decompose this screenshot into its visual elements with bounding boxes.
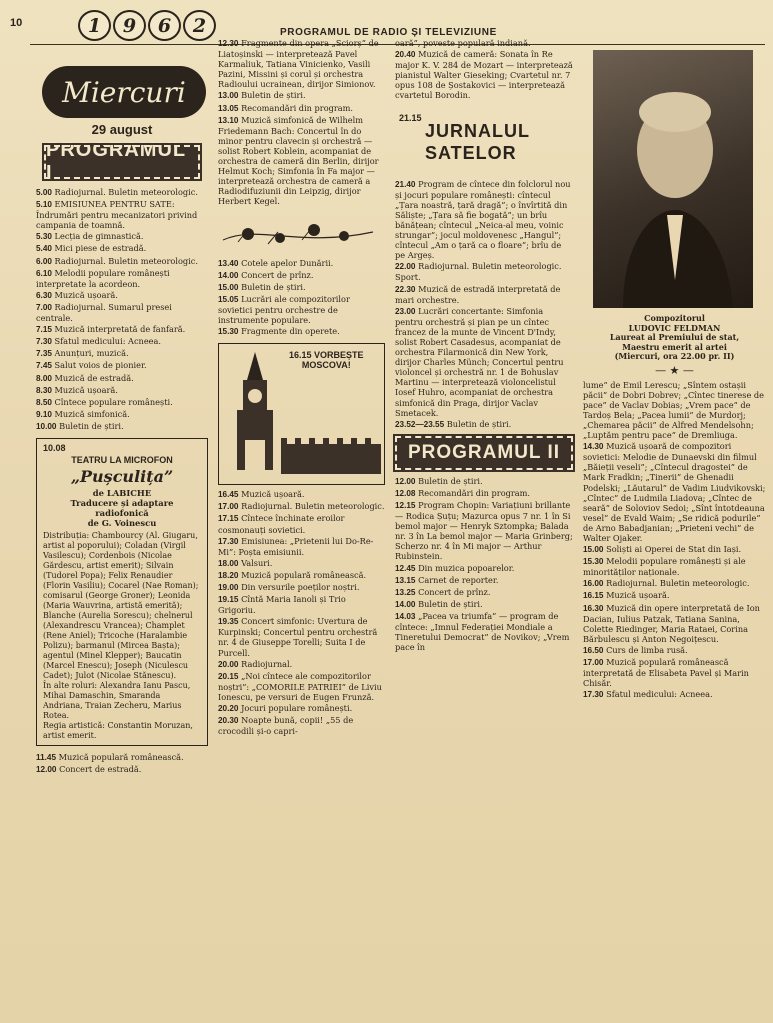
caption-line: (Miercuri, ora 22.00 pr. II) bbox=[614, 351, 735, 361]
entry-time: 6.10 bbox=[36, 268, 52, 278]
program-entry bbox=[583, 556, 766, 577]
entry-time: 19.35 bbox=[218, 617, 239, 627]
composer-photo bbox=[593, 50, 753, 308]
entry-text: Muzică populară românească. bbox=[241, 569, 367, 580]
entry-text: Cotele apelor Dunării. bbox=[241, 257, 334, 268]
program-list bbox=[218, 258, 385, 338]
play-adapter: de G. Voinescu bbox=[87, 517, 157, 528]
entry-text: Curs de limba rusă. bbox=[606, 644, 688, 655]
entry-time: 19.15 bbox=[218, 595, 239, 605]
entry-text: Buletin de știri. bbox=[241, 90, 306, 101]
entry-time: 21.40 bbox=[395, 179, 416, 189]
program-entry bbox=[218, 582, 385, 593]
program-entry bbox=[218, 501, 385, 512]
entry-time: 7.00 bbox=[36, 302, 52, 312]
program-entry bbox=[218, 294, 385, 325]
entry-time: 16.50 bbox=[583, 645, 604, 655]
jurnal-title-1: JURNALUL bbox=[425, 120, 530, 141]
theatre-time: 10.08 bbox=[43, 442, 66, 453]
program-entry bbox=[395, 587, 573, 598]
entry-text: Muzică simfonică. bbox=[54, 408, 130, 419]
entry-text: Muzică de estradă. bbox=[54, 372, 134, 383]
flower-ornament-icon bbox=[218, 214, 378, 250]
entry-time: 17.00 bbox=[583, 658, 604, 668]
program-entry bbox=[218, 90, 385, 101]
entry-text: Muzică din opere interpretată de Ion Dacian, Iulius Patzak, Tatiana Sanina, Colette Riedinger, Maria Rataei, Corina Bărbulescu și Anton Negoițescu. bbox=[583, 602, 760, 644]
entry-text: Muzică interpretată de fanfară. bbox=[54, 324, 186, 335]
entry-text: Emisiunea: „Prietenii lui Do-Re-Mi”: Poșta emisiunii. bbox=[218, 535, 374, 557]
entry-time: 7.35 bbox=[36, 349, 52, 359]
entry-text: oară”, poveste populară indiană. bbox=[395, 38, 531, 48]
entry-time: 22.00 bbox=[395, 262, 416, 272]
program-entry bbox=[583, 603, 766, 644]
entry-time: 5.40 bbox=[36, 244, 52, 254]
entry-text: Fragmente din opera „Sciorș” de Liatoșinski — interpretează Pavel Karmaliuk, Tatiana Vinicienko, Vasili Pazini, Missini și corul și orchestra Radioului ucrainean, dirijor Simionov. bbox=[218, 38, 379, 90]
play-director: Regia artistică: Constantin Moruzan, artist emerit. bbox=[43, 720, 193, 740]
entry-time: 5.10 bbox=[36, 200, 52, 210]
entry-text: Buletin de știri. bbox=[59, 420, 124, 431]
entry-time: 15.00 bbox=[218, 282, 239, 292]
wall-icon bbox=[281, 434, 381, 474]
entry-text: Concert de prînz. bbox=[418, 586, 491, 597]
program-entry bbox=[583, 380, 766, 441]
entry-text: Cîntece închinate eroilor cosmonauți sovietici. bbox=[218, 513, 345, 535]
entry-text: Radiojurnal. Sumarul presei centrale. bbox=[36, 301, 172, 324]
entry-time: 12.00 bbox=[395, 476, 416, 486]
entry-time: 18.00 bbox=[218, 558, 239, 568]
program-entry bbox=[218, 115, 385, 207]
entry-text: Radiojurnal. bbox=[241, 658, 293, 669]
program-entry bbox=[36, 421, 208, 432]
program-entry bbox=[583, 441, 766, 543]
program-entry bbox=[36, 268, 208, 289]
program-entry bbox=[583, 544, 766, 555]
entry-text: „Pacea va triumfa” — program de cîntece: „Imnul Federației Mondiale a Tineretului Democrat” de Novikov; „Vrem pace în bbox=[395, 610, 570, 653]
entry-time: 7.30 bbox=[36, 337, 52, 347]
program-list bbox=[36, 752, 208, 775]
day-date: 29 august bbox=[91, 122, 153, 137]
moscow-box bbox=[218, 343, 385, 485]
program-entry bbox=[36, 348, 208, 359]
entry-text: Jocuri populare românești. bbox=[241, 703, 353, 714]
entry-text: Valsuri. bbox=[241, 557, 273, 568]
photo-caption bbox=[583, 314, 766, 362]
program-entry bbox=[395, 284, 573, 305]
program-entry bbox=[36, 764, 208, 775]
year-digit: 9 bbox=[113, 10, 146, 41]
year-badge bbox=[78, 10, 216, 41]
theatre-heading: TEATRU LA MICROFON bbox=[71, 454, 173, 465]
entry-text: Muzică ușoară de compozitori sovietici: Melodie de Dunaevski din filmul „Băieții veseli”; „Cîntecul dragostei” de Mark Fradkin; „Tinerii” de Ghenadii Podelski; „Lăutarul” de Vadim Liudvikovski; „Cîntec” de Ludmila Liadova; „Cîntec de seară” de Soloviov Sedoi; „Sînt întotdeauna vesel” de Evald Waim; „Se ridică podurile” de Arno Babadjanian; „Prieteni vechi” de Walter Ojaker. bbox=[583, 441, 766, 543]
entry-time: 5.30 bbox=[36, 232, 52, 242]
entry-text: Noapte bună, copii! „55 de crocodili și-o capri- bbox=[218, 715, 354, 737]
program-entry bbox=[36, 199, 208, 230]
entry-time: 8.30 bbox=[36, 385, 52, 395]
column-3 bbox=[395, 38, 573, 653]
entry-text: Concert de estradă. bbox=[59, 764, 142, 775]
kremlin-tower-icon bbox=[225, 350, 285, 480]
program-entry bbox=[218, 38, 385, 89]
entry-time: 15.30 bbox=[583, 557, 604, 567]
program-entry bbox=[395, 563, 573, 574]
program-list bbox=[218, 489, 385, 736]
entry-time: 13.25 bbox=[395, 587, 416, 597]
program-entry bbox=[218, 558, 385, 569]
entry-time: 17.00 bbox=[218, 502, 239, 512]
entry-time: 6.00 bbox=[36, 256, 52, 266]
entry-text: Melodii populare românești și ale minorităților naționale. bbox=[583, 556, 746, 578]
entry-text: Lucrări concertante: Simfonia pentru orchestră și pian pe un cîntec francez de la munte de Vincent D'Indy, solist Robert Casadesus, acompaniat de orchestra Filarmonică din New York, dirijor Charles Münch; Concertul pentru violoncel și orchestră nr. 1 de Bohuslav Martinu — interpretează violoncelistul Iosef Huhro, acompaniat de orchestra simfonică din Praga, dirijor Vaclav Smetacek. bbox=[395, 305, 564, 418]
entry-text: Carnet de reporter. bbox=[418, 574, 499, 585]
program-entry bbox=[395, 419, 573, 430]
entry-text: Muzică ușoară. bbox=[241, 489, 305, 500]
entry-time: 18.20 bbox=[218, 570, 239, 580]
program-entry bbox=[395, 49, 573, 100]
entry-text: Din versurile poeților noștri. bbox=[241, 582, 360, 592]
entry-text: Concert simfonic: Uvertura de Kurpinski; Concertul pentru orchestră nr. 4 de Giuseppe Torelli; Suita I de Purcell. bbox=[218, 616, 378, 658]
entry-time: 17.30 bbox=[218, 536, 239, 546]
entry-time: 14.30 bbox=[583, 442, 604, 452]
entry-time: 22.30 bbox=[395, 284, 416, 294]
program-list bbox=[395, 38, 573, 101]
program-entry bbox=[218, 282, 385, 293]
theatre-box bbox=[36, 438, 208, 746]
entry-time: 16.15 bbox=[583, 591, 604, 601]
program-entry bbox=[36, 336, 208, 347]
entry-text: Radiojurnal. Buletin meteorologic. bbox=[54, 187, 198, 197]
entry-time: 20.20 bbox=[218, 704, 239, 714]
entry-text: Mici piese de estradă. bbox=[54, 243, 147, 254]
program-2-banner: PROGRAMUL II bbox=[395, 436, 573, 470]
entry-text: Radiojurnal. Buletin meteorologic. Sport. bbox=[395, 261, 562, 283]
caption-line: LUDOVIC FELDMAN bbox=[628, 322, 721, 333]
entry-time: 10.00 bbox=[36, 421, 57, 431]
entry-text: Anunțuri, muzică. bbox=[54, 348, 129, 359]
entry-time: 12.08 bbox=[395, 488, 416, 498]
program-entry bbox=[583, 657, 766, 688]
entry-time: 17.15 bbox=[218, 514, 239, 524]
program-entry bbox=[218, 659, 385, 670]
entry-text: Recomandări din program. bbox=[418, 487, 531, 498]
program-entry bbox=[36, 752, 208, 763]
entry-text: Muzică de estradă interpretată de mari orchestre. bbox=[395, 283, 561, 305]
page-number: 10 bbox=[10, 17, 23, 29]
program-entry bbox=[218, 258, 385, 269]
entry-time: 13.00 bbox=[218, 91, 239, 101]
play-adaptation: Traducere și adaptare radiofonică bbox=[70, 497, 174, 518]
program-entry bbox=[36, 373, 208, 384]
program-entry bbox=[218, 326, 385, 337]
play-other-roles: În alte roluri: Alexandra Ianu Pascu, Mihai Damaschin, Smaranda Andriana, Traian Zecheru, Marius Rotea. bbox=[43, 680, 191, 720]
program-entry bbox=[395, 476, 573, 487]
entry-text: Cîntă Maria Ianoli și Trio Grigoriu. bbox=[218, 594, 346, 616]
program-entry bbox=[36, 187, 208, 198]
entry-text: Din muzica popoarelor. bbox=[418, 562, 515, 573]
entry-text: Cîntece populare românești. bbox=[54, 396, 173, 407]
entry-text: Muzică de cameră: Sonata în Re major K. V. 284 de Mozart — interpretează pianistul Walter Gieseking; Cvartetul nr. 7 opus 108 de Șostakovici — interpretează cvartetul Borodin. bbox=[395, 49, 573, 101]
program-entry bbox=[218, 536, 385, 557]
program-entry bbox=[36, 397, 208, 408]
entry-time: 16.45 bbox=[218, 490, 239, 500]
caption-line: Compozitorul bbox=[644, 313, 705, 323]
entry-time: 20.30 bbox=[218, 716, 239, 726]
entry-time: 23.52—23.55 bbox=[395, 419, 445, 429]
entry-time: 20.00 bbox=[218, 659, 239, 669]
program-entry bbox=[218, 270, 385, 281]
entry-time: 14.00 bbox=[395, 599, 416, 609]
program-list bbox=[583, 380, 766, 701]
entry-text: Soliști ai Operei de Stat din Iași. bbox=[606, 544, 742, 555]
entry-text: Sfatul medicului: Acneea. bbox=[606, 689, 713, 700]
program-list bbox=[395, 179, 573, 430]
program-entry bbox=[395, 611, 573, 652]
entry-text: lume” de Emil Lerescu; „Sîntem ostașii păcii” de Dobri Dobrev; „Cîntec tinerese de pace” de Vaclav Dobias; „Vrem pace” de Tardoș Bela; „Pacea lumii” de Murdorj; „Chemarea păcii” de Alfred Mendelsohn; „Luptăm pentru pace” de Dremliuga. bbox=[583, 379, 765, 441]
entry-time: 9.10 bbox=[36, 409, 52, 419]
entry-text: Fragmente din operete. bbox=[241, 326, 340, 337]
entry-text: EMISIUNEA PENTRU SATE: Îndrumări pentru mecanizatori privind campania de toamnă. bbox=[36, 199, 198, 231]
entry-text: Radiojurnal. Buletin meteorologic. bbox=[241, 501, 385, 512]
program-entry bbox=[36, 243, 208, 254]
moscow-time: 16.15 bbox=[289, 350, 312, 361]
entry-time: 20.15 bbox=[218, 671, 239, 681]
entry-time: 15.30 bbox=[218, 327, 239, 337]
program-entry bbox=[218, 671, 385, 702]
entry-time: 15.00 bbox=[583, 545, 604, 555]
program-entry bbox=[395, 488, 573, 499]
program-entry bbox=[395, 38, 573, 48]
entry-time: 20.40 bbox=[395, 50, 416, 60]
entry-time: 17.30 bbox=[583, 690, 604, 700]
moscow-title-1: VORBEȘTE bbox=[314, 350, 364, 361]
program-entry bbox=[218, 715, 385, 736]
year-digit: 1 bbox=[78, 10, 111, 41]
program-entry bbox=[36, 290, 208, 301]
entry-text: Lucrări ale compozitorilor sovietici pentru orchestre de instrumente populare. bbox=[218, 293, 350, 326]
program-1-banner: PROGRAMUL I bbox=[44, 145, 200, 179]
entry-text: Muzică ușoară. bbox=[606, 590, 670, 601]
header-title: PROGRAMUL DE RADIO ȘI TELEVIZIUNE bbox=[280, 27, 497, 38]
entry-text: Radiojurnal. Buletin meteorologic. bbox=[54, 255, 198, 266]
entry-text: Muzică populară românească interpretată de Elisabeta Pavel și Marin Chisăr. bbox=[583, 657, 749, 689]
entry-text: Concert de prînz. bbox=[241, 269, 314, 280]
entry-time: 13.40 bbox=[218, 258, 239, 268]
year-digit: 6 bbox=[148, 10, 181, 41]
program-entry bbox=[395, 575, 573, 586]
entry-text: Buletin de știri. bbox=[446, 418, 512, 429]
play-cast: Distribuția: Chambourcy (Al. Giugaru, artist al poporului); Coladan (Virgil Vasilescu); Cordenbois (Nicolae Gărdescu, artist emerit); Silvain (Tudorel Popa); Felix Renaudier (Florin Vasiliu); Cocarel (Nae Roman); comisarul (George Groner); Leonida (Maria Wauvrina, artistă emerită); Blanche (Aurelia Sorescu); chelnerul (Alexandrescu Vrancea); Champlet (Rene Aniel); Tricoche (Haralambie Polizu); barmanul (Mircea Bașta); agentul (Minel Klepper); Baucatin (Marcel Enescu); Joseph (Niculescu Cadet); Julot (Nicolae Stănescu). bbox=[43, 530, 199, 680]
program-entry bbox=[395, 306, 573, 418]
entry-time: 12.00 bbox=[36, 765, 57, 775]
entry-time: 12.15 bbox=[395, 501, 416, 510]
entry-time: 12.30 bbox=[218, 39, 239, 48]
program-entry bbox=[36, 385, 208, 396]
entry-text: Buletin de știri. bbox=[418, 598, 483, 609]
program-entry bbox=[36, 256, 208, 267]
entry-text: Muzică ușoară. bbox=[54, 289, 118, 300]
program-entry bbox=[395, 179, 573, 261]
entry-text: Lecția de gimnastică. bbox=[54, 231, 144, 242]
program-list bbox=[395, 476, 573, 653]
program-entry bbox=[218, 594, 385, 615]
caption-line: Laureat al Premiului de stat, bbox=[609, 332, 740, 342]
entry-text: Sfatul medicului: Acneea. bbox=[54, 336, 161, 347]
entry-text: Program de cîntece din folclorul nou și jocuri populare românești: cîntecul „Țara noastră, țară dragă”; o învîrtită din Săliște; „Țara să fie bogată”; un brîu bănățean; cîntecul „Neica-al meu, voinic strungar”; jocul moldovenesc „Hangul”; cîntecul „Am o țară ca o floare”; brîu de pe Argeș. bbox=[395, 178, 571, 261]
program-entry bbox=[218, 103, 385, 114]
star-divider-icon: — ★ — bbox=[655, 363, 694, 377]
program-entry bbox=[583, 645, 766, 656]
entry-text: Muzică simfonică de Wilhelm Friedemann Bach: Concertul în do minor pentru clavecin și orchestră — solist Robert Koblein, acompaniat de orchestra de cameră din Berlin, dirijor Helmut Koch; Simfonia în Fa major — interpretează orchestra de cameră a Radiodifuziunii din Leipzig, dirijor Herbert Kegel. bbox=[218, 114, 379, 207]
entry-time: 6.30 bbox=[36, 290, 52, 300]
year-digit: 2 bbox=[183, 10, 216, 41]
program-entry bbox=[36, 360, 208, 371]
program-list bbox=[36, 187, 208, 432]
entry-time: 13.05 bbox=[218, 103, 239, 113]
entry-time: 8.50 bbox=[36, 397, 52, 407]
program-entry bbox=[36, 409, 208, 420]
entry-time: 14.03 bbox=[395, 611, 416, 621]
program-entry bbox=[36, 324, 208, 335]
entry-text: „Noi cîntece ale compozitorilor noștri”: „COMORILE PATRIEI” de Liviu Ionescu, pe versuri de Eugen Frunză. bbox=[218, 670, 382, 702]
entry-time: 23.00 bbox=[395, 306, 416, 316]
entry-time: 15.05 bbox=[218, 294, 239, 304]
entry-text: Muzică populară românească. bbox=[58, 751, 184, 762]
program-entry bbox=[36, 231, 208, 242]
portrait-icon bbox=[593, 50, 753, 308]
jurnal-title-2: SATELOR bbox=[425, 142, 517, 163]
program-list bbox=[218, 38, 385, 207]
entry-time: 7.15 bbox=[36, 325, 52, 335]
entry-text: Melodii populare românești interpretate la acordeon. bbox=[36, 267, 170, 289]
entry-time: 13.15 bbox=[395, 575, 416, 585]
entry-text: Radiojurnal. Buletin meteorologic. bbox=[606, 578, 750, 589]
caption-line: Maestru emerit al artei bbox=[622, 341, 727, 352]
entry-text: Salut voios de pionier. bbox=[54, 360, 147, 371]
program-entry bbox=[395, 500, 573, 562]
entry-time: 7.45 bbox=[36, 361, 52, 371]
entry-time: 16.30 bbox=[583, 603, 604, 613]
column-2 bbox=[218, 38, 385, 737]
entry-text: Buletin de știri. bbox=[241, 281, 306, 292]
jurnal-time: 21.15 bbox=[399, 112, 422, 123]
day-name: Miercuri bbox=[42, 66, 206, 118]
column-4 bbox=[583, 38, 766, 701]
program-entry bbox=[583, 590, 766, 601]
entry-text: Buletin de știri. bbox=[418, 475, 483, 486]
program-entry bbox=[583, 578, 766, 589]
entry-time: 16.00 bbox=[583, 579, 604, 589]
entry-time: 11.45 bbox=[36, 752, 57, 762]
entry-time: 12.45 bbox=[395, 563, 416, 573]
program-entry bbox=[218, 513, 385, 534]
entry-time: 14.00 bbox=[218, 270, 239, 280]
entry-text: Muzică ușoară. bbox=[54, 384, 118, 395]
jurnal-satelor-box bbox=[395, 109, 573, 173]
entry-time: 19.00 bbox=[218, 583, 239, 592]
program-entry bbox=[583, 689, 766, 700]
entry-time: 5.00 bbox=[36, 188, 52, 197]
program-entry bbox=[218, 616, 385, 657]
entry-text: Recomandări din program. bbox=[241, 102, 354, 113]
program-entry bbox=[36, 302, 208, 323]
entry-time: 8.00 bbox=[36, 373, 52, 383]
play-author: de LABICHE bbox=[92, 487, 152, 498]
entry-text: Program Chopin: Variațiuni brillante — Rodica Șuțu; Mazurca opus 7 nr. 1 în Si bemol major — Henryk Sztompka; Balada nr. 3 în La bemol major — Maria Grinberg; Scherzo nr. 4 în Mi major — Arthur Rubinstein. bbox=[395, 500, 573, 562]
program-entry bbox=[218, 570, 385, 581]
program-entry bbox=[395, 261, 573, 282]
entry-time: 13.10 bbox=[218, 115, 239, 125]
program-entry bbox=[218, 489, 385, 500]
play-title: „Pușculița” bbox=[70, 466, 174, 486]
column-1 bbox=[36, 56, 208, 776]
program-entry bbox=[395, 599, 573, 610]
moscow-title-2: MOSCOVA! bbox=[301, 360, 351, 371]
program-entry bbox=[218, 703, 385, 714]
